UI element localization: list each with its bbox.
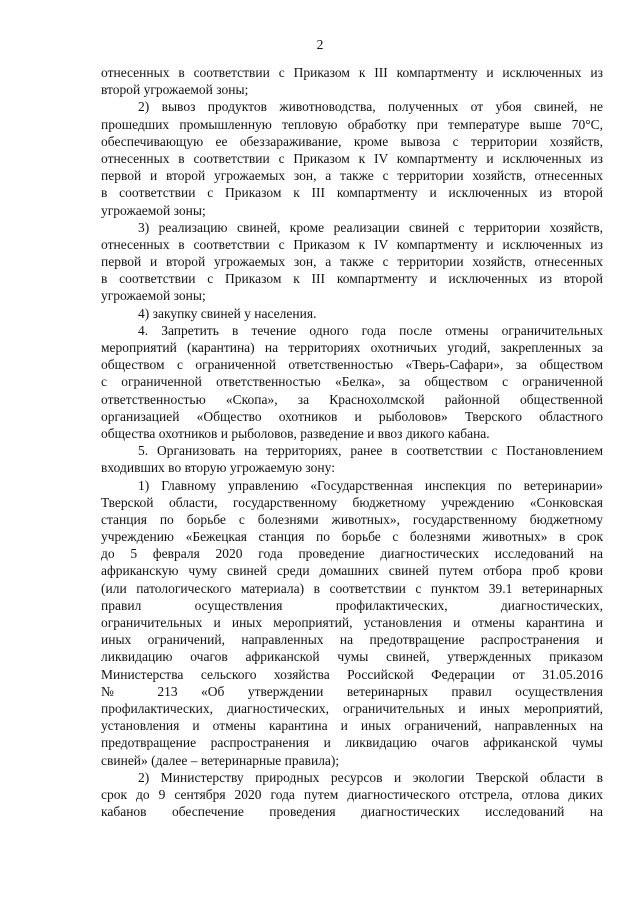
- page-number: 2: [316, 37, 324, 52]
- text-line: свиней» (далее – ветеринарные правила);: [101, 752, 340, 768]
- text-line: 1) Главному управлению «Государственная инспекция по ветеринарии»: [138, 477, 603, 493]
- text-line: в соответствии с Приказом к III компартменту и исключенных из второй: [101, 271, 603, 287]
- text-line: иных ограничений, направленных на предотвращение распространения и: [101, 632, 603, 648]
- text-line: 5. Организовать на территориях, ранее в соответствии с Постановлением: [138, 443, 603, 459]
- text-line: 2) вывоз продуктов животноводства, полученных от убоя свиней, не: [138, 99, 603, 115]
- document-body: [101, 64, 603, 820]
- text-line: первой и второй угрожаемых зон, а также с территории хозяйств, отнесенных: [101, 168, 603, 184]
- text-line: ответственностью «Скопа», за Краснохолмской районной общественной: [101, 391, 603, 407]
- text-line: второй угрожаемой зоны;: [101, 82, 249, 98]
- text-line: общества охотников и рыболовов, разведение и ввоз дикого кабана.: [101, 425, 490, 441]
- text-line: установления и отмены карантина и иных ограничений, направленных на: [101, 718, 603, 734]
- text-line: ограничительных и иных мероприятий, установления и отмены карантина и: [101, 615, 603, 630]
- text-line: 4) закупку свиней у населения.: [138, 305, 317, 321]
- text-line: обеспечивающую ее обеззараживание, кроме вывоза с территории хозяйств,: [101, 133, 603, 149]
- text-line: 2) Министерству природных ресурсов и экологии Тверской области в: [138, 769, 603, 785]
- text-line: правил осуществления профилактических, диагностических,: [101, 597, 603, 613]
- text-line: организацией «Общество охотников и рыболовов» Тверского областного: [101, 408, 603, 424]
- text-line: № 213 «Об утверждении ветеринарных правил осуществления: [101, 683, 603, 699]
- text-line: учреждению «Бежецкая станция по борьбе с болезнями животных» в срок: [101, 529, 603, 545]
- text-line: Тверской области, государственному бюджетному учреждению «Сонковская: [101, 494, 603, 510]
- text-line: угрожаемой зоны;: [101, 202, 206, 218]
- text-line: отнесенных в соответствии с Приказом к IV компартменту и исключенных из: [101, 236, 603, 252]
- text-line: отнесенных в соответствии с Приказом к IV компартменту и исключенных из: [101, 150, 603, 166]
- text-line: угрожаемой зоны;: [101, 288, 206, 304]
- text-line: входивших во вторую угрожаемую зону:: [101, 460, 335, 476]
- text-line: профилактических, диагностических, ограничительных и иных мероприятий,: [101, 700, 603, 716]
- text-line: мероприятий (карантина) на территориях охотничьих угодий, закрепленных за: [101, 340, 603, 355]
- text-line: ликвидацию очагов африканской чумы свиней, утвержденных приказом: [101, 649, 603, 665]
- text-line: африканскую чуму свиней среди домашних свиней путем отбора проб крови: [101, 563, 603, 579]
- text-line: прошедших промышленную тепловую обработку при температуре выше 70°C,: [101, 116, 603, 132]
- text-line: в соответствии с Приказом к III компартменту и исключенных из второй: [101, 185, 603, 201]
- text-line: предотвращение распространения и ликвидацию очагов африканской чумы: [101, 735, 603, 751]
- text-line: (или патологического материала) в соответствии с пунктом 39.1 ветеринарных: [101, 580, 603, 596]
- text-line: 4. Запретить в течение одного года после отмены ограничительных: [138, 322, 603, 338]
- text-line: 3) реализацию свиней, кроме реализации свиней с территории хозяйств,: [138, 219, 603, 235]
- text-line: до 5 февраля 2020 года проведение диагностических исследований на: [101, 546, 603, 562]
- text-line: с ограниченной ответственностью «Белка», за обществом с ограниченной: [101, 374, 603, 390]
- text-line: первой и второй угрожаемых зон, а также с территории хозяйств, отнесенных: [101, 254, 603, 270]
- text-line: срок до 9 сентября 2020 года путем диагностического отстрела, отлова диких: [101, 786, 603, 802]
- text-line: отнесенных в соответствии с Приказом к III компартменту и исключенных из: [101, 65, 603, 80]
- text-line: кабанов обеспечение проведения диагностических исследований на: [101, 804, 603, 820]
- text-line: обществом с ограниченной ответственностью «Тверь-Сафари», за обществом: [101, 357, 603, 373]
- text-line: Министерства сельского хозяйства Российской Федерации от 31.05.2016: [101, 666, 603, 682]
- text-line: станция по борьбе с болезнями животных», государственному бюджетному: [101, 511, 603, 527]
